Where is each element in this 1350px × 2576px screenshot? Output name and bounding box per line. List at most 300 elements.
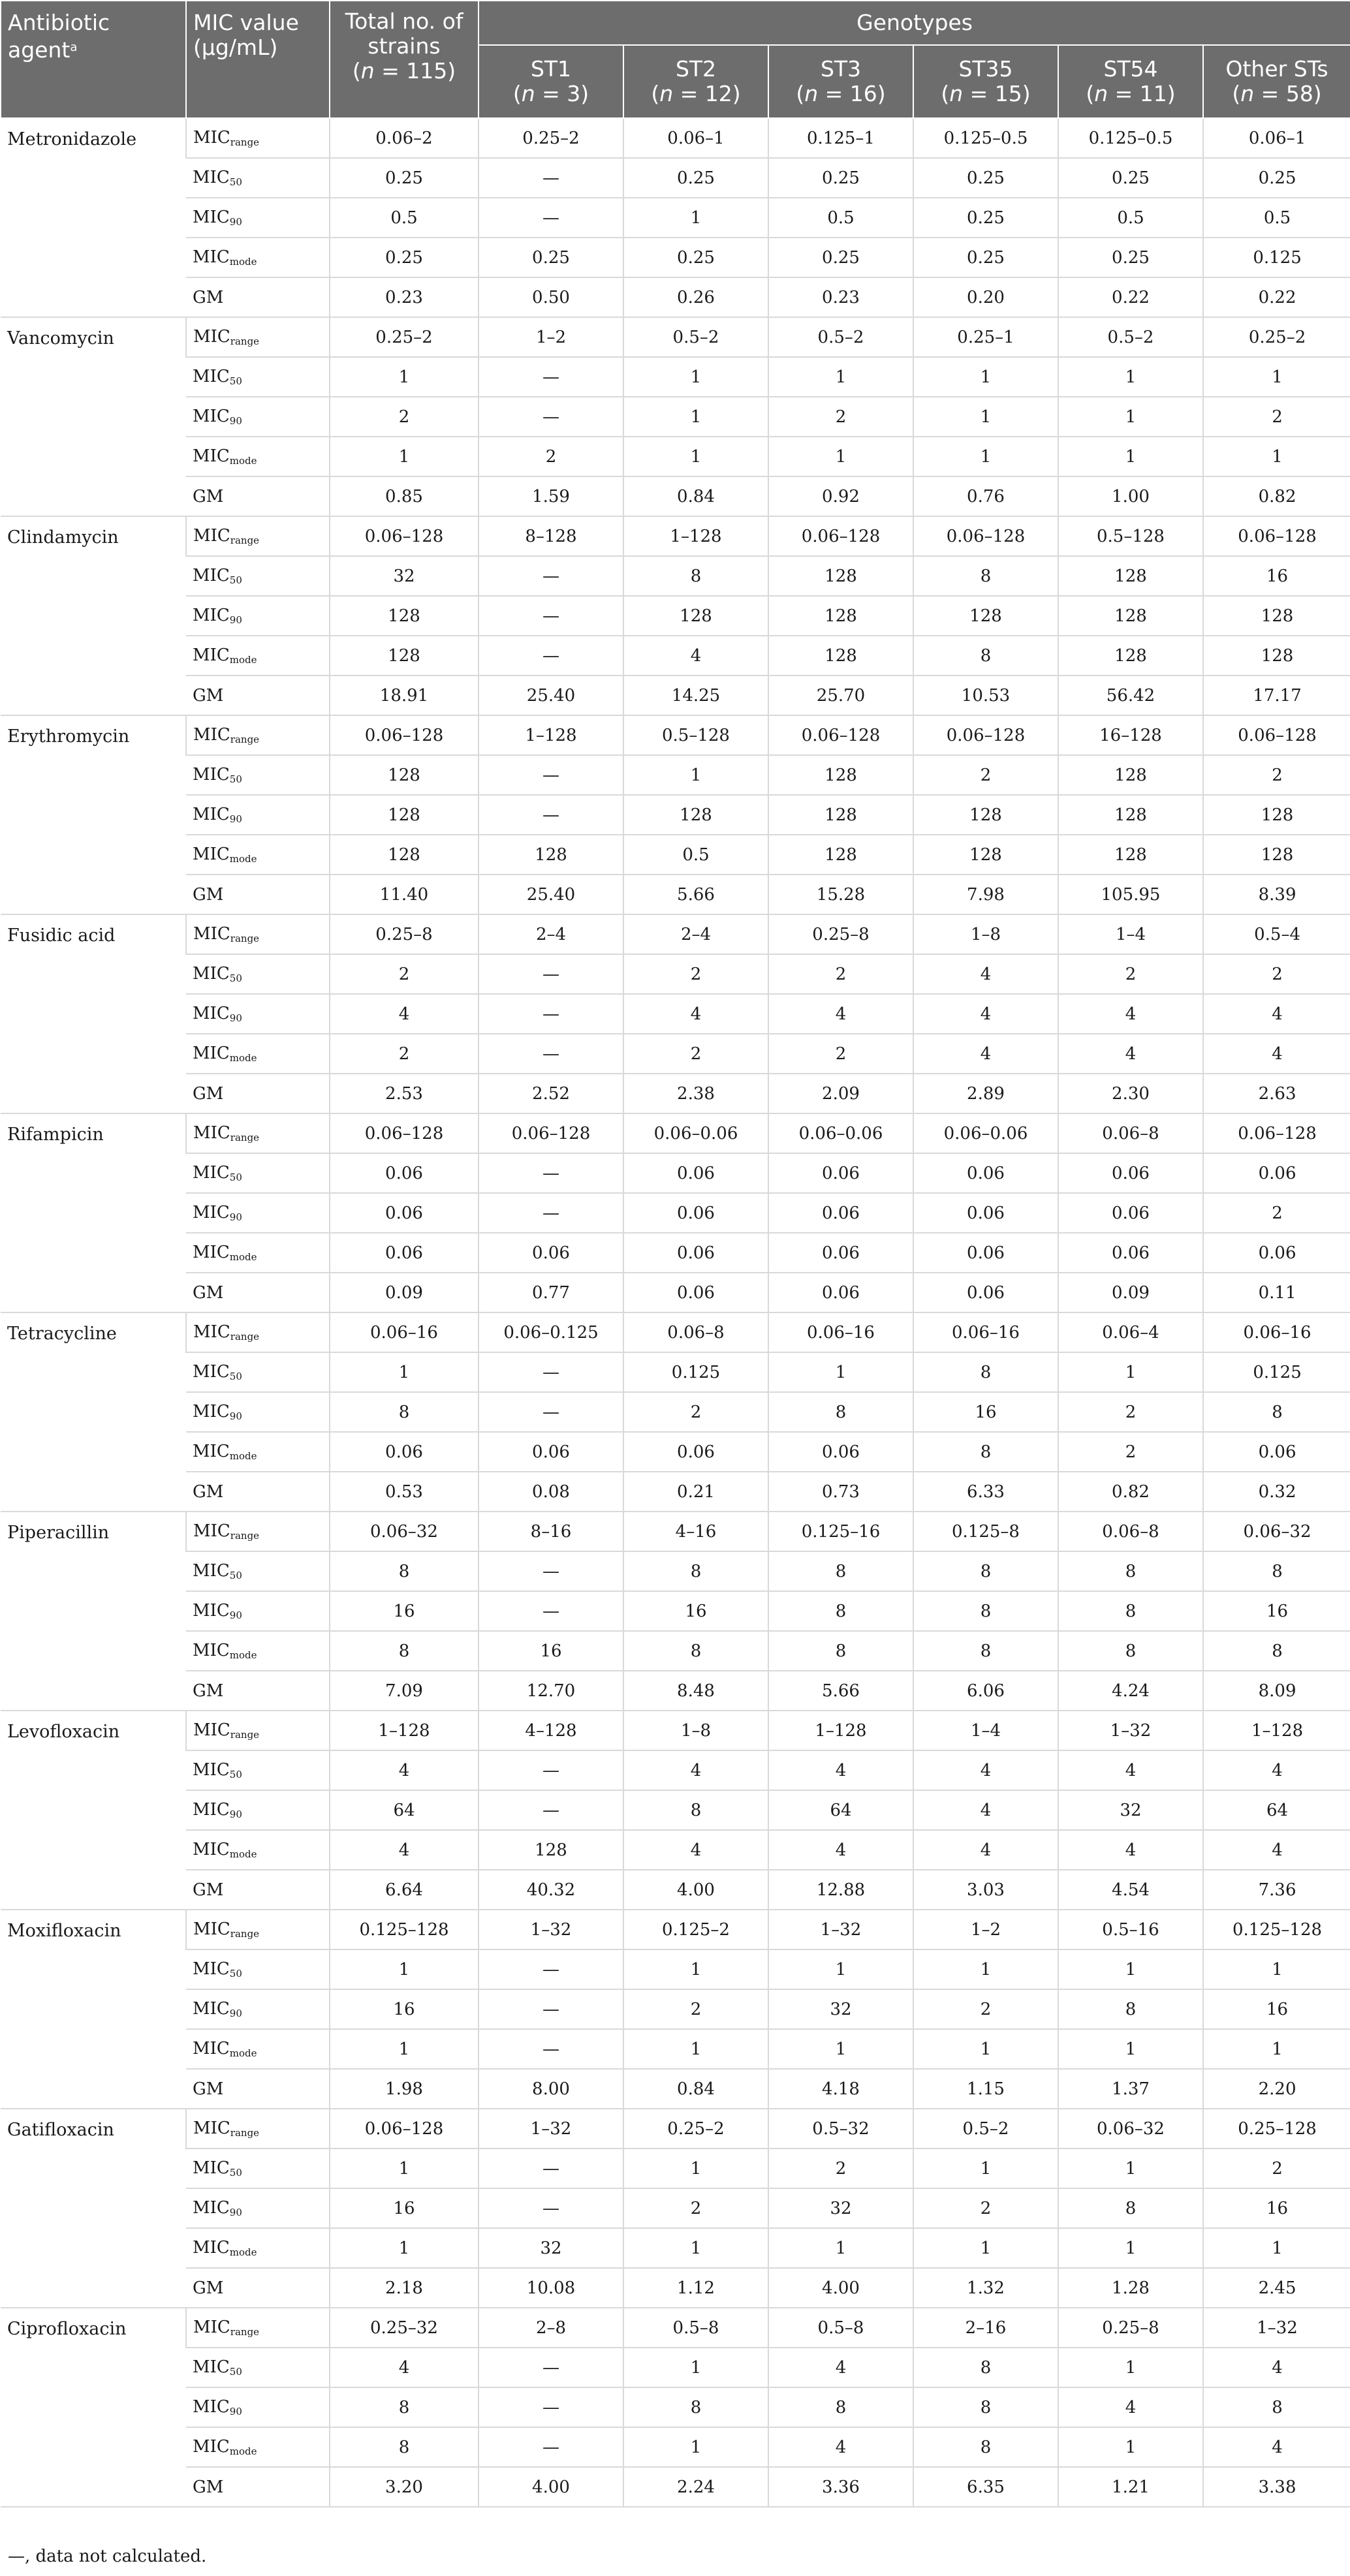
table-cell: 40.32 [479, 1870, 623, 1910]
mic-value-label [186, 2348, 330, 2387]
table-cell: 2.53 [330, 1074, 479, 1113]
table-cell: 0.06 [1058, 1153, 1203, 1193]
table-cell: 1 [623, 755, 768, 795]
table-cell: 128 [1203, 636, 1350, 675]
table-cell: 0.06–0.06 [623, 1113, 768, 1153]
mic-value-label [186, 795, 330, 835]
antibiotic-agent-header-text: Antibiotic agent [8, 10, 110, 63]
table-cell: — [479, 198, 623, 238]
table-cell: 0.06 [1203, 1153, 1350, 1193]
mic-label-base: MIC [193, 1402, 230, 1421]
table-cell: 0.5 [330, 198, 479, 238]
mic-value-label [186, 357, 330, 397]
table-cell: 1 [913, 397, 1058, 437]
table-cell: 1 [330, 357, 479, 397]
table-cell: — [479, 2029, 623, 2069]
table-body [1, 118, 1350, 2507]
table-cell: 2 [1203, 1193, 1350, 1233]
mic-value-label [186, 1910, 330, 1949]
table-cell: 5.66 [623, 875, 768, 914]
mic-value-label [186, 1153, 330, 1193]
table-cell: 56.42 [1058, 675, 1203, 715]
mic-value-label [186, 2188, 330, 2228]
table-row [1, 1034, 1350, 1074]
mic-label-base: MIC [193, 1800, 230, 1820]
table-cell: 4.18 [768, 2069, 913, 2109]
table-cell: 1 [1058, 1949, 1203, 1989]
mic-value-label [186, 1750, 330, 1790]
table-cell: 0.06 [623, 1432, 768, 1472]
mic-label-base: GM [193, 2278, 224, 2298]
mic-label-subscript: 90 [229, 1609, 242, 1621]
mic-label-subscript: 50 [229, 375, 242, 387]
table-cell: 4 [1058, 1750, 1203, 1790]
table-cell: 0.25 [768, 158, 913, 198]
table-row [1, 1790, 1350, 1830]
table-cell: 4–16 [623, 1512, 768, 1551]
table-cell: 8 [330, 2387, 479, 2427]
mic-label-base: MIC [193, 924, 230, 944]
table-cell: 128 [479, 835, 623, 875]
table-cell: 128 [623, 596, 768, 636]
mic-label-base: MIC [193, 367, 230, 386]
table-row [1, 1273, 1350, 1312]
table-row [1, 914, 1350, 954]
mic-label-subscript: 50 [229, 1371, 242, 1382]
table-cell: 6.64 [330, 1870, 479, 1910]
mic-value-label [186, 158, 330, 198]
table-cell: 0.76 [913, 476, 1058, 516]
table-cell: 2 [623, 1034, 768, 1074]
mic-label-subscript: mode [229, 256, 257, 268]
mic-label-base: MIC [193, 725, 230, 745]
table-cell: 1 [330, 2228, 479, 2268]
mic-label-base: MIC [193, 168, 230, 187]
mic-label-subscript: mode [229, 2246, 257, 2258]
table-row [1, 437, 1350, 476]
table-cell: 2.30 [1058, 1074, 1203, 1113]
table-cell: 1 [330, 1949, 479, 1989]
table-cell: 1 [768, 2228, 913, 2268]
table-row [1, 2348, 1350, 2387]
table-cell: 1 [623, 2228, 768, 2268]
table-cell: 25.70 [768, 675, 913, 715]
table-cell: 1.98 [330, 2069, 479, 2109]
mic-label-base: MIC [193, 1362, 230, 1382]
table-cell: 0.25 [768, 238, 913, 277]
table-row [1, 1074, 1350, 1113]
mic-label-base: MIC [193, 208, 230, 227]
genotype-n: (n = 12) [651, 81, 741, 106]
table-cell: 4 [913, 1790, 1058, 1830]
table-cell: 1 [1058, 2228, 1203, 2268]
mic-label-base: MIC [193, 1004, 230, 1023]
antibiotic-name: Moxifloxacin [1, 1910, 186, 2109]
mic-value-label [186, 1233, 330, 1273]
mic-label-base: MIC [193, 1123, 230, 1143]
mic-label-base: MIC [193, 1243, 230, 1262]
table-cell: 2 [1203, 2149, 1350, 2188]
table-cell: 0.23 [768, 277, 913, 317]
mic-value-label [186, 1870, 330, 1910]
table-cell: 0.92 [768, 476, 913, 516]
table-row [1, 118, 1350, 158]
table-row [1, 397, 1350, 437]
table-cell: — [479, 357, 623, 397]
table-cell: 0.25–1 [913, 317, 1058, 357]
mic-label-subscript: 90 [229, 1211, 242, 1223]
table-cell: 0.85 [330, 476, 479, 516]
table-cell: 0.06 [1203, 1233, 1350, 1273]
table-cell: 0.09 [330, 1273, 479, 1312]
table-cell: 8 [330, 2427, 479, 2467]
mic-label-subscript: range [230, 335, 260, 347]
table-cell: 0.25 [330, 238, 479, 277]
mic-value-label [186, 1631, 330, 1671]
table-cell: 0.06 [330, 1233, 479, 1273]
mic-label-base: GM [193, 685, 224, 706]
table-cell: 0.32 [1203, 1472, 1350, 1512]
table-cell: 128 [1058, 835, 1203, 875]
mic-label-subscript: range [230, 136, 260, 148]
table-cell: — [479, 1551, 623, 1591]
table-cell: 2.89 [913, 1074, 1058, 1113]
table-cell: 128 [623, 795, 768, 835]
table-cell: 128 [768, 636, 913, 675]
table-cell: 0.06 [913, 1193, 1058, 1233]
mic-label-base: MIC [193, 407, 230, 426]
table-cell: 4 [1203, 994, 1350, 1034]
mic-label-base: MIC [193, 128, 230, 147]
table-cell: 0.06 [479, 1432, 623, 1472]
table-cell: 1 [330, 1352, 479, 1392]
table-cell: 16 [479, 1631, 623, 1671]
table-cell: 0.06–0.06 [768, 1113, 913, 1153]
table-cell: 128 [330, 795, 479, 835]
mic-label-base: MIC [193, 1601, 230, 1621]
table-header [1, 1, 1350, 118]
mic-label-base: MIC [193, 765, 230, 784]
table-cell: 0.25–32 [330, 2308, 479, 2348]
table-cell: 32 [479, 2228, 623, 2268]
mic-label-base: GM [193, 884, 224, 905]
table-cell: 4 [623, 636, 768, 675]
table-cell: 1–128 [768, 1711, 913, 1750]
table-cell: 128 [913, 596, 1058, 636]
table-row [1, 835, 1350, 875]
table-cell: 0.25–8 [330, 914, 479, 954]
table-cell: — [479, 2348, 623, 2387]
mic-label-base: MIC [193, 2357, 230, 2377]
table-cell: 0.84 [623, 476, 768, 516]
table-row [1, 357, 1350, 397]
table-cell: 1–4 [913, 1711, 1058, 1750]
mic-value-label [186, 2387, 330, 2427]
table-cell: 16 [913, 1392, 1058, 1432]
table-cell: 4 [1203, 1750, 1350, 1790]
table-row [1, 2069, 1350, 2109]
table-cell: 128 [913, 795, 1058, 835]
mic-value-label [186, 875, 330, 914]
mic-label-subscript: range [230, 1331, 260, 1342]
genotype-n: (n = 3) [512, 81, 589, 106]
mic-value-label [186, 238, 330, 277]
table-cell: 0.06–16 [330, 1312, 479, 1352]
table-cell: 4 [913, 1830, 1058, 1870]
genotype-label: ST1 [530, 56, 572, 82]
table-row [1, 715, 1350, 755]
table-cell: — [479, 596, 623, 636]
table-cell: 0.06–128 [913, 516, 1058, 556]
table-cell: 1 [913, 357, 1058, 397]
mic-label-subscript: mode [229, 853, 257, 865]
mic-label-base: MIC [193, 526, 230, 546]
table-cell: 8 [623, 2387, 768, 2427]
mic-label-subscript: range [230, 1530, 260, 1542]
table-cell: 1 [913, 2029, 1058, 2069]
table-cell: 0.06–128 [913, 715, 1058, 755]
genotype-header-st2 [623, 45, 768, 118]
table-cell: 128 [1203, 596, 1350, 636]
table-row [1, 1870, 1350, 1910]
table-cell: 4 [1058, 1830, 1203, 1870]
table-cell: 8 [1203, 1551, 1350, 1591]
table-cell: 0.25–128 [1203, 2109, 1350, 2149]
table-cell: 0.06 [1058, 1233, 1203, 1273]
table-row [1, 238, 1350, 277]
table-cell: 4 [1203, 1830, 1350, 1870]
table-cell: 0.22 [1203, 277, 1350, 317]
table-row [1, 596, 1350, 636]
mic-value-label [186, 675, 330, 715]
mic-value-label [186, 198, 330, 238]
table-row [1, 2228, 1350, 2268]
table-cell: 0.25–8 [768, 914, 913, 954]
mic-label-subscript: mode [229, 1052, 257, 1064]
table-cell: 0.26 [623, 277, 768, 317]
table-cell: 2–8 [479, 2308, 623, 2348]
table-row [1, 556, 1350, 596]
table-cell: 2 [1058, 1432, 1203, 1472]
table-cell: 0.25 [913, 198, 1058, 238]
mic-label-base: GM [193, 1282, 224, 1303]
antibiotic-name: Clindamycin [1, 516, 186, 715]
mic-value-label [186, 954, 330, 994]
table-cell: — [479, 1352, 623, 1392]
table-cell: 8.48 [623, 1671, 768, 1711]
table-cell: 1 [913, 1949, 1058, 1989]
table-cell: 0.125–16 [768, 1512, 913, 1551]
table-cell: 1–32 [479, 1910, 623, 1949]
table-cell: — [479, 2149, 623, 2188]
table-cell: 0.5–8 [768, 2308, 913, 2348]
table-cell: 16 [1203, 1591, 1350, 1631]
mic-label-base: MIC [193, 1163, 230, 1183]
table-cell: 1 [1058, 2427, 1203, 2467]
mic-label-subscript: 50 [229, 972, 242, 984]
table-cell: 16–128 [1058, 715, 1203, 755]
table-row [1, 1113, 1350, 1153]
table-cell: 0.25–8 [1058, 2308, 1203, 2348]
table-cell: 8 [913, 1591, 1058, 1631]
table-cell: 0.06–32 [1203, 1512, 1350, 1551]
table-row [1, 875, 1350, 914]
table-row [1, 2308, 1350, 2348]
table-cell: 0.77 [479, 1273, 623, 1312]
mic-label-subscript: mode [229, 2047, 257, 2059]
table-cell: 8 [623, 556, 768, 596]
mic-value-label [186, 1034, 330, 1074]
table-cell: 2–4 [623, 914, 768, 954]
table-cell: 8 [330, 1631, 479, 1671]
table-cell: 128 [330, 835, 479, 875]
mic-value-label [186, 636, 330, 675]
table-cell: 0.125 [1203, 238, 1350, 277]
table-cell: — [479, 636, 623, 675]
table-cell: 0.06 [330, 1153, 479, 1193]
mic-label-subscript: mode [229, 1848, 257, 1860]
table-cell: 8.09 [1203, 1671, 1350, 1711]
table-cell: 1 [623, 2029, 768, 2069]
mic-label-base: MIC [193, 1720, 230, 1740]
table-row [1, 1551, 1350, 1591]
mic-value-label [186, 2228, 330, 2268]
mic-label-base: MIC [193, 2158, 230, 2178]
genotype-label: ST54 [1103, 56, 1158, 82]
table-cell: 0.06–128 [330, 715, 479, 755]
table-cell: 0.125–128 [330, 1910, 479, 1949]
table-cell: 2 [479, 437, 623, 476]
table-cell: 0.25 [479, 238, 623, 277]
table-cell: 2 [623, 2188, 768, 2228]
table-cell: 10.08 [479, 2268, 623, 2308]
table-cell: 18.91 [330, 675, 479, 715]
table-cell: 1 [1203, 357, 1350, 397]
mic-label-subscript: 50 [229, 1968, 242, 1979]
mic-value-label [186, 1432, 330, 1472]
mic-label-subscript: 90 [229, 813, 242, 825]
mic-label-base: MIC [193, 645, 230, 665]
table-row [1, 1153, 1350, 1193]
mic-label-subscript: 90 [229, 1808, 242, 1820]
table-footnote: —, data not calculated. [8, 2547, 207, 2566]
antibiotic-name: Fusidic acid [1, 914, 186, 1113]
table-cell: 1–8 [623, 1711, 768, 1750]
mic-label-base: MIC [193, 2118, 230, 2138]
genotype-header-st54 [1058, 45, 1203, 118]
table-cell: 1 [768, 2029, 913, 2069]
table-cell: 4 [330, 2348, 479, 2387]
table-cell: 1 [768, 1352, 913, 1392]
table-cell: 0.06 [913, 1153, 1058, 1193]
table-cell: 1 [913, 2149, 1058, 2188]
table-cell: 128 [768, 556, 913, 596]
table-cell: 128 [1203, 835, 1350, 875]
table-cell: 2–16 [913, 2308, 1058, 2348]
table-cell: 0.06 [913, 1233, 1058, 1273]
mic-label-base: MIC [193, 2397, 230, 2417]
table-cell: 1 [330, 437, 479, 476]
table-cell: 0.5–2 [1058, 317, 1203, 357]
antibiotic-name: Erythromycin [1, 715, 186, 914]
table-cell: 0.06 [623, 1233, 768, 1273]
mic-label-base: MIC [193, 2039, 230, 2058]
table-row [1, 2188, 1350, 2228]
table-cell: 8 [1058, 1591, 1203, 1631]
table-cell: 4 [330, 994, 479, 1034]
table-cell: 16 [1203, 1989, 1350, 2029]
table-cell: 4 [1203, 2348, 1350, 2387]
table-cell: 7.98 [913, 875, 1058, 914]
table-cell: 4 [330, 1830, 479, 1870]
table-cell: 1 [913, 437, 1058, 476]
table-cell: 0.20 [913, 277, 1058, 317]
table-cell: 64 [1203, 1790, 1350, 1830]
mic-label-base: MIC [193, 2198, 230, 2218]
table-row [1, 636, 1350, 675]
table-row [1, 1512, 1350, 1551]
table-cell: 0.25 [913, 158, 1058, 198]
table-cell: 16 [1203, 2188, 1350, 2228]
mic-value-header: MIC value (µg/mL) [186, 1, 330, 118]
table-cell: 0.125–1 [768, 118, 913, 158]
table-cell: 0.82 [1203, 476, 1350, 516]
genotypes-header: Genotypes [479, 1, 1350, 45]
table-cell: 2 [1203, 755, 1350, 795]
table-cell: 8 [913, 556, 1058, 596]
table-cell: 0.06–32 [330, 1512, 479, 1551]
table-cell: 0.06 [330, 1193, 479, 1233]
table-cell: — [479, 994, 623, 1034]
table-cell: 0.125–8 [913, 1512, 1058, 1551]
table-cell: 0.06–1 [623, 118, 768, 158]
mic-label-subscript: range [230, 535, 260, 546]
mic-label-subscript: mode [229, 455, 257, 467]
table-cell: 0.25–2 [623, 2109, 768, 2149]
mic-label-base: MIC [193, 327, 230, 347]
genotype-label: ST3 [820, 56, 862, 82]
mic-value-label [186, 2069, 330, 2109]
table-cell: 32 [768, 2188, 913, 2228]
mic-value-label [186, 2308, 330, 2348]
mic-label-subscript: 50 [229, 2366, 242, 2378]
table-cell: 4 [1058, 1034, 1203, 1074]
table-cell: 0.125–128 [1203, 1910, 1350, 1949]
table-cell: 11.40 [330, 875, 479, 914]
table-cell: 128 [1058, 636, 1203, 675]
mic-value-label [186, 2109, 330, 2149]
table-cell: 1.00 [1058, 476, 1203, 516]
table-cell: 1.12 [623, 2268, 768, 2308]
mic-value-label [186, 1312, 330, 1352]
genotype-n: (n = 58) [1232, 81, 1322, 106]
mic-value-label [186, 1711, 330, 1750]
table-cell: 8 [913, 2427, 1058, 2467]
table-cell: 0.06–4 [1058, 1312, 1203, 1352]
mic-label-base: GM [193, 1880, 224, 1900]
mic-label-base: MIC [193, 1322, 230, 1342]
table-cell: 0.5 [1203, 198, 1350, 238]
antibiotic-name: Ciprofloxacin [1, 2308, 186, 2507]
table-cell: 0.06 [479, 1233, 623, 1273]
table-cell: 0.25 [623, 238, 768, 277]
table-cell: 4 [623, 1830, 768, 1870]
table-cell: 1–32 [1058, 1711, 1203, 1750]
table-cell: — [479, 1153, 623, 1193]
mic-value-label [186, 1113, 330, 1153]
table-cell: 128 [1058, 556, 1203, 596]
table-cell: 128 [768, 835, 913, 875]
